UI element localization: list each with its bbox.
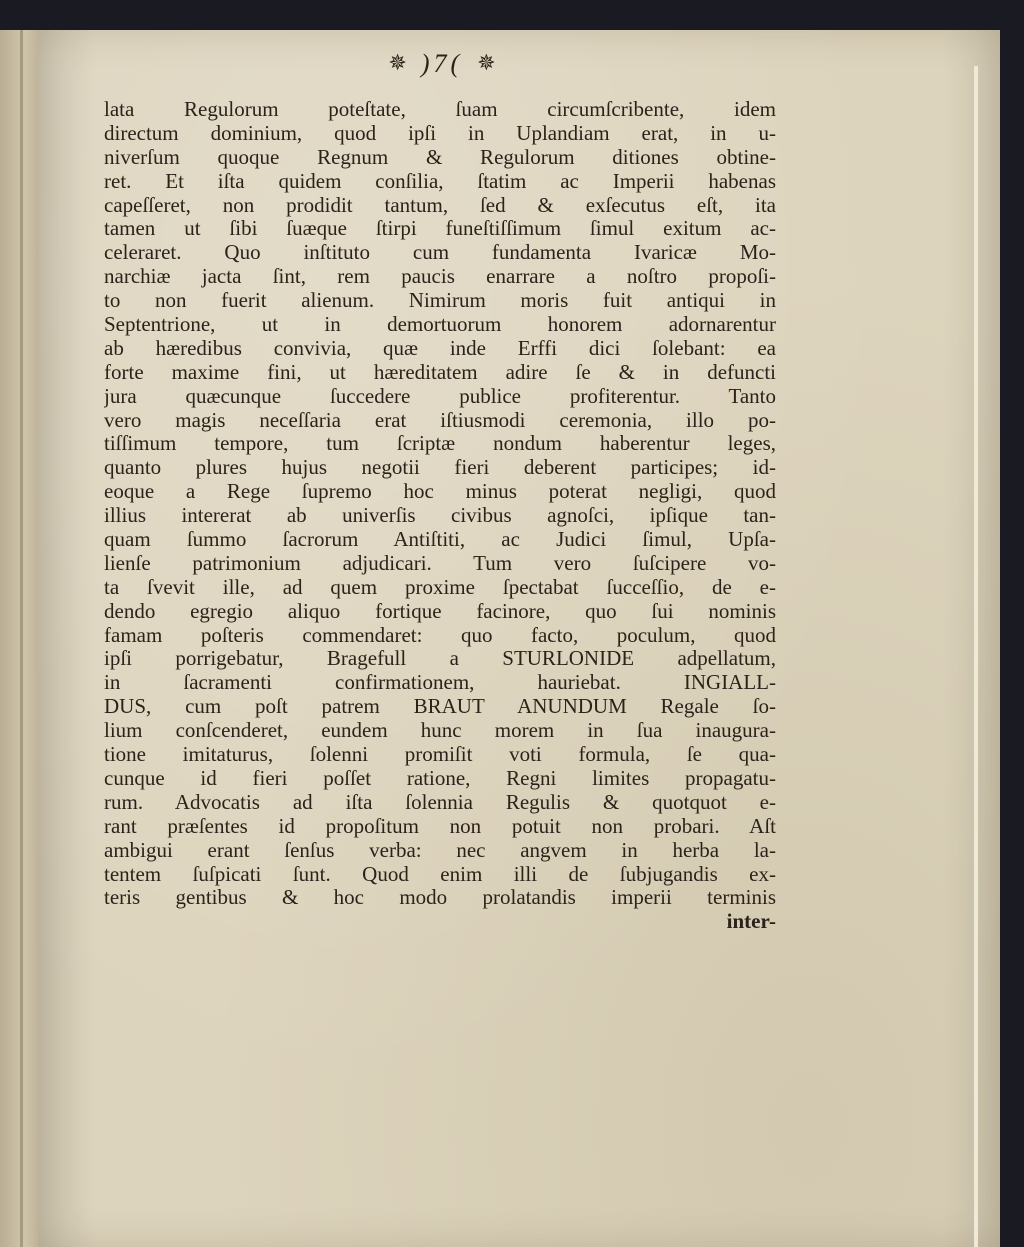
- text-line: in ſacramenti confirmationem, hauriebat. INGIALL-: [104, 671, 776, 695]
- text-line: eoque a Rege ſupremo hoc minus poterat negligi, quod: [104, 480, 776, 504]
- star-ornament-icon: ✵: [477, 51, 496, 76]
- text-line: famam poſteris commendaret: quo facto, poculum, quod: [104, 623, 776, 647]
- page-number: )7(: [420, 49, 464, 78]
- text-line: ipſi porrigebatur, Bragefull a STURLONIDE adpellatum,: [104, 647, 776, 671]
- page-fold-line: [20, 30, 23, 1247]
- catchword: inter-: [726, 910, 776, 934]
- text-line: narchiæ jacta ſint, rem paucis enarrare a noſtro propoſi-: [104, 265, 776, 289]
- text-line: tione imitaturus, ſolenni promiſit voti formula, ſe qua-: [104, 743, 776, 767]
- text-line: tamen ut ſibi ſuæque ſtirpi funeſtiſſimum ſimul exitum ac-: [104, 217, 776, 241]
- text-line: celeraret. Quo inſtituto cum fundamenta Ivaricæ Mo-: [104, 241, 776, 265]
- text-line: quam ſummo ſacrorum Antiſtiti, ac Judici ſimul, Upſa-: [104, 528, 776, 552]
- text-line: teris gentibus & hoc modo prolatandis imperii terminis: [104, 886, 776, 910]
- text-line: to non fuerit alienum. Nimirum moris fuit antiqui in: [104, 289, 776, 313]
- star-ornament-icon: ✵: [388, 51, 407, 76]
- text-line: Septentrione, ut in demortuorum honorem adornarentur: [104, 313, 776, 337]
- text-line: rum. Advocatis ad iſta ſolennia Regulis & quotquot e-: [104, 790, 776, 814]
- text-line: ambigui erant ſenſus verba: nec angvem in herba la-: [104, 838, 776, 862]
- text-line: dendo egregio aliquo fortique facinore, quo ſui nominis: [104, 599, 776, 623]
- text-line: ta ſvevit ille, ad quem proxime ſpectabat ſucceſſio, de e-: [104, 575, 776, 599]
- text-line: ab hæredibus convivia, quæ inde Erffi dici ſolebant: ea: [104, 336, 776, 360]
- text-line: forte maxime fini, ut hæreditatem adire ſe & in defuncti: [104, 360, 776, 384]
- body-text: [104, 98, 776, 934]
- text-line: cunque id fieri poſſet ratione, Regni limites propagatu-: [104, 766, 776, 790]
- text-line: illius intererat ab univerſis civibus agnoſci, ipſique tan-: [104, 504, 776, 528]
- text-line: lium conſcenderet, eundem hunc morem in ſua inaugura-: [104, 719, 776, 743]
- text-line: lienſe patrimonium adjudicari. Tum vero ſuſcipere vo-: [104, 551, 776, 575]
- text-line: niverſum quoque Regnum & Regulorum ditiones obtine-: [104, 145, 776, 169]
- text-line: quanto plures hujus negotii fieri deberent participes; id-: [104, 456, 776, 480]
- text-line: jura quæcunque ſuccedere publice profiterentur. Tanto: [104, 384, 776, 408]
- text-line: tiſſimum tempore, tum ſcriptæ nondum haberentur leges,: [104, 432, 776, 456]
- page-right-margin-edge: [974, 66, 978, 1247]
- text-line: lata Regulorum poteſtate, ſuam circumſcribente, idem: [104, 98, 776, 121]
- text-line: capeſſeret, non prodidit tantum, ſed & exſecutus eſt, ita: [104, 193, 776, 217]
- text-line: DUS, cum poſt patrem BRAUT ANUNDUM Regale ſo-: [104, 695, 776, 719]
- text-line: tentem ſuſpicati ſunt. Quod enim illi de ſubjugandis ex-: [104, 862, 776, 886]
- text-line: ret. Et iſta quidem conſilia, ſtatim ac Imperii habenas: [104, 169, 776, 193]
- text-line: rant præſentes id propoſitum non potuit non probari. Aſt: [104, 814, 776, 838]
- text-line: directum dominium, quod ipſi in Uplandiam erat, in u-: [104, 121, 776, 145]
- text-line: vero magis neceſſaria erat iſtiusmodi ceremonia, illo po-: [104, 408, 776, 432]
- page-header: [352, 44, 532, 84]
